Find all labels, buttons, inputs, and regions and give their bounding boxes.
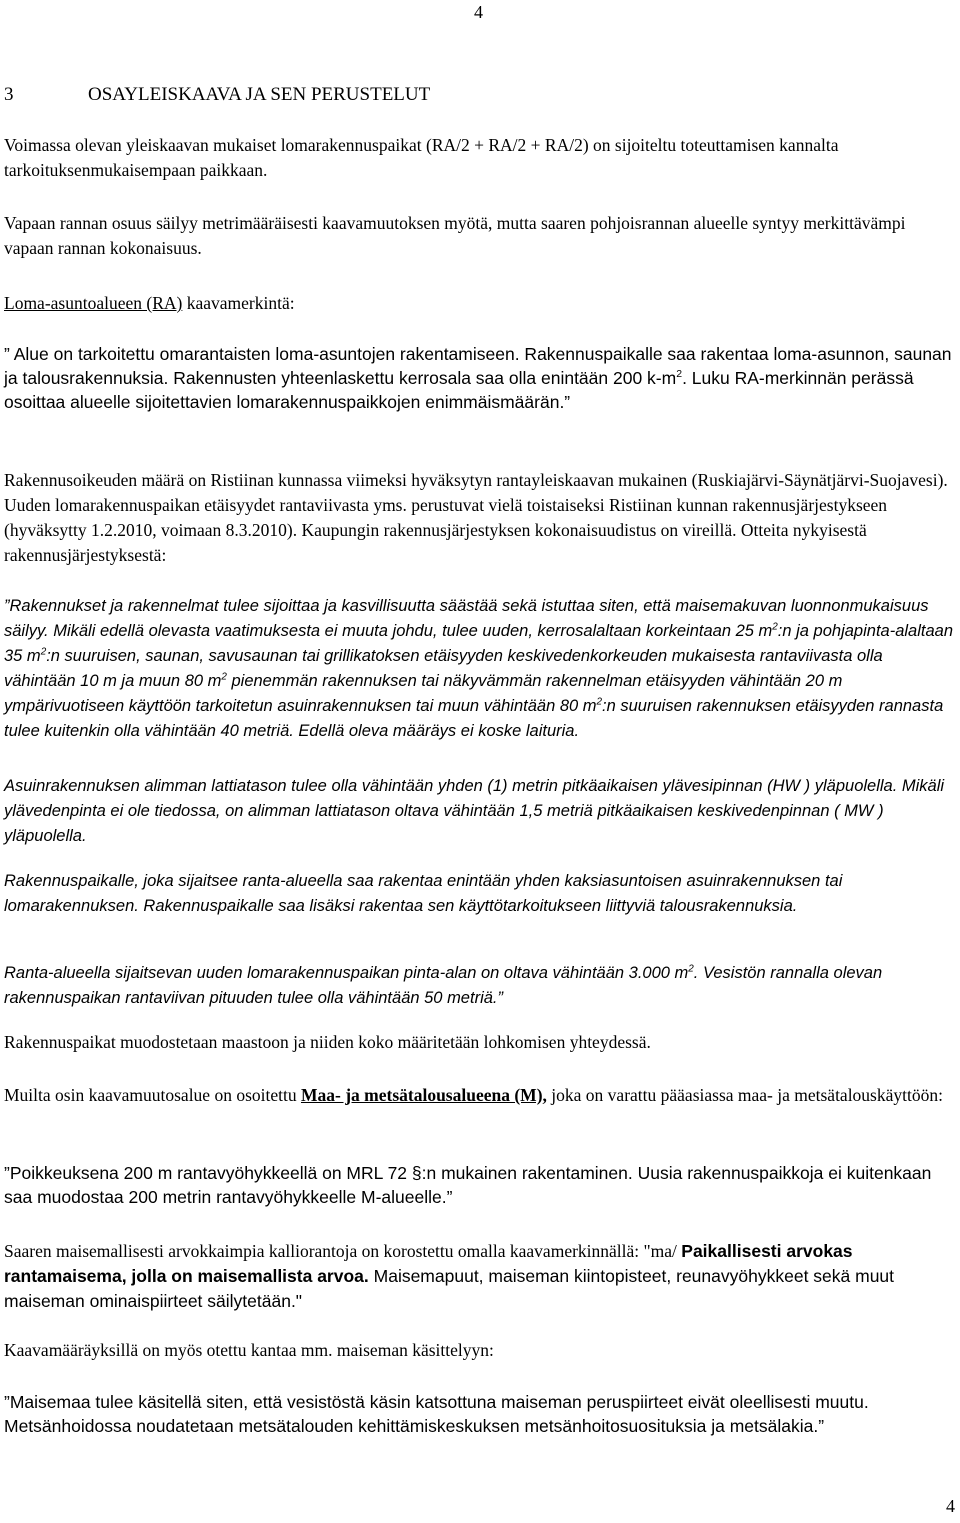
paragraph-4: Rakennuspaikat muodostetaan maastoon ja niiden koko määritetään lohkomisen yhteydessä. [4,1032,651,1052]
ra-quote-sup: 2 [676,368,683,381]
quote-4-part-a: Ranta-alueella sijaitsevan uuden lomarakennuspaikan pinta-alan on oltava vähintään 3.000 m [4,964,689,982]
ma-label: Paikallisesti arvokas rantamaisema, jolla on maisemallista arvoa. [4,1241,853,1286]
ra-quote-text-1: ” Alue on tarkoitettu omarantaisten loma-asuntojen rakentamiseen. Rakennuspaikalle saa rakentaa loma-asunnon, saunan ja talousrakennuksia. Rakennusten yhteenlaskettu kerrosala saa olla enintään 200 k-m [4,344,952,388]
quote-1-sup-4: 2 [596,696,603,708]
paragraph-1: Voimassa olevan yleiskaavan mukaiset lomarakennuspaikat (RA/2 + RA/2 + RA/2) on sijoiteltu toteuttamisen kannalta tarkoituksenmukaisempaan paikkaan. [4,135,839,180]
quote-4-part-b: . Vesistön rannalla olevan rakennuspaikan rantaviivan pituuden tulee olla vähintään 50 metriä.” [4,964,883,1007]
page-number-bottom: 4 [946,1496,955,1516]
quote-2: Asuinrakennuksen alimman lattiatason tulee olla vähintään yhden (1) metrin pitkäaikaisen ylävesipinnan (HW ) yläpuolella. Mikäli ylävedenpinta ei ole tiedossa, on alimman lattiatason oltava vähintään 1,5 metriä pitkäaikaisen keskivedenpinnan ( MW ) yläpuolella. [4,777,945,845]
ra-suffix: kaavamerkintä: [182,293,295,313]
section-number: 3 [4,84,14,105]
m-area-label: Maa- ja metsätalousalueena (M), [300,1085,547,1105]
quote-5: ”Poikkeuksena 200 m rantavyöhykkeellä on MRL 72 §:n mukainen rakentaminen. Uusia rakennuspaikkoja ei kuitenkaan saa muodostaa 200 metrin rantavyöhykkeelle M-alueelle.” [4,1163,932,1207]
quote-1-sup-1: 2 [772,621,778,633]
paragraph-5-part-c: joka on varattu pääasiassa maa- ja metsätalouskäyttöön: [546,1085,943,1105]
paragraph-6 [4,1239,954,1314]
section-heading [4,84,430,106]
quote-1-part-c: :n suuruisen, saunan, savusaunan tai grillikatoksen etäisyyden keskivedenkorkeuden mukaisesta rantaviivasta olla vähintään 10 m ja muun 80 m [4,647,883,690]
quote-4 [4,961,954,1011]
paragraph-6-part-c: Maisemapuut, maiseman kiintopisteet, reunavyöhykkeet sekä muut maiseman ominaispiirteet säilytetään." [4,1266,895,1311]
paragraph-5 [4,1083,954,1108]
page-number-top: 4 [474,2,483,22]
quote-1-part-d: pienemmän rakennuksen tai näkyvämmän rakennelman etäisyyden vähintään 20 m ympärivuotiseen käyttöön tarkoitetun asuinrakennuksen tai muun vähintään 80 m [4,672,843,715]
quote-6: ”Maisemaa tulee käsitellä siten, että vesistöstä käsin katsottuna maiseman peruspiirteet eivät oleellisesti muutu. Metsänhoidossa noudatetaan metsätalouden kehittämiskeskuksen metsänhoitosuosituksia ja metsälakia.” [4,1392,869,1436]
section-title: OSAYLEISKAAVA JA SEN PERUSTELUT [88,84,431,105]
ra-quote-text-2: . Luku RA-merkinnän perässä osoittaa alueelle sijoitettavien lomarakennuspaikkojen enimmäismäärän.” [4,368,914,412]
paragraph-6-part-a: Saaren maisemallisesti arvokkaimpia kalliorantoja on korostettu omalla kaavamerkinnällä: "ma/ [4,1241,682,1261]
quote-4-sup: 2 [688,963,694,975]
quote-1-part-a: ”Rakennukset ja rakennelmat tulee sijoittaa ja kasvillisuutta säästää sekä istuttaa siten, että maisemakuvan luonnonmukaisuus säilyy. Mikäli edellä olevasta vaatimuksesta ei muuta johdu, tulee uuden, kerrosalaltaan korkeintaan 25 m [4,597,929,640]
quote-1 [4,594,954,744]
quote-1-part-e: :n suuruisen rakennuksen etäisyyden rannasta tulee kuitenkin olla vähintään 40 metriä. Edellä oleva määräys ei koske laituria. [4,697,944,740]
quote-1-part-b: :n ja pohjapinta-alaltaan 35 m [4,622,953,665]
ra-label: Loma-asuntoalueen (RA) [4,293,183,313]
paragraph-5-part-a: Muilta osin kaavamuutosalue on osoitettu [4,1085,301,1105]
paragraph-3: Rakennusoikeuden määrä on Ristiinan kunnassa viimeksi hyväksytyn rantayleiskaavan mukainen (Ruskiajärvi-Säynätjärvi-Suojavesi). Uuden lomarakennuspaikan etäisyydet rantaviivasta yms. perustuvat vielä toistaiseksi Ristiinan kunnan rakennusjärjestykseen (hyväksytty 1.2.2010, voimaan 8.3.2010). Kaupungin rakennusjärjestyksen kokonaisuudistus on vireillä. Otteita nykyisestä rakennusjärjestyksestä: [4,470,948,565]
paragraph-2: Vapaan rannan osuus säilyy metrimääräisesti kaavamuutoksen myötä, mutta saaren pohjoisrannan alueelle syntyy merkittävämpi vapaan rannan kokonaisuus. [4,213,906,258]
quote-3: Rakennuspaikalle, joka sijaitsee ranta-alueella saa rakentaa enintään yhden kaksiasuntoisen asuinrakennuksen tai lomarakennuksen. Rakennuspaikalle saa lisäksi rakentaa sen käyttötarkoitukseen liittyviä talousrakennuksia. [4,872,843,915]
quote-1-sup-2: 2 [40,646,47,658]
paragraph-7: Kaavamääräyksillä on myös otettu kantaa mm. maiseman käsittelyyn: [4,1340,494,1360]
ra-heading [4,291,954,316]
ra-quote [4,342,954,414]
quote-1-sup-3: 2 [221,671,227,683]
